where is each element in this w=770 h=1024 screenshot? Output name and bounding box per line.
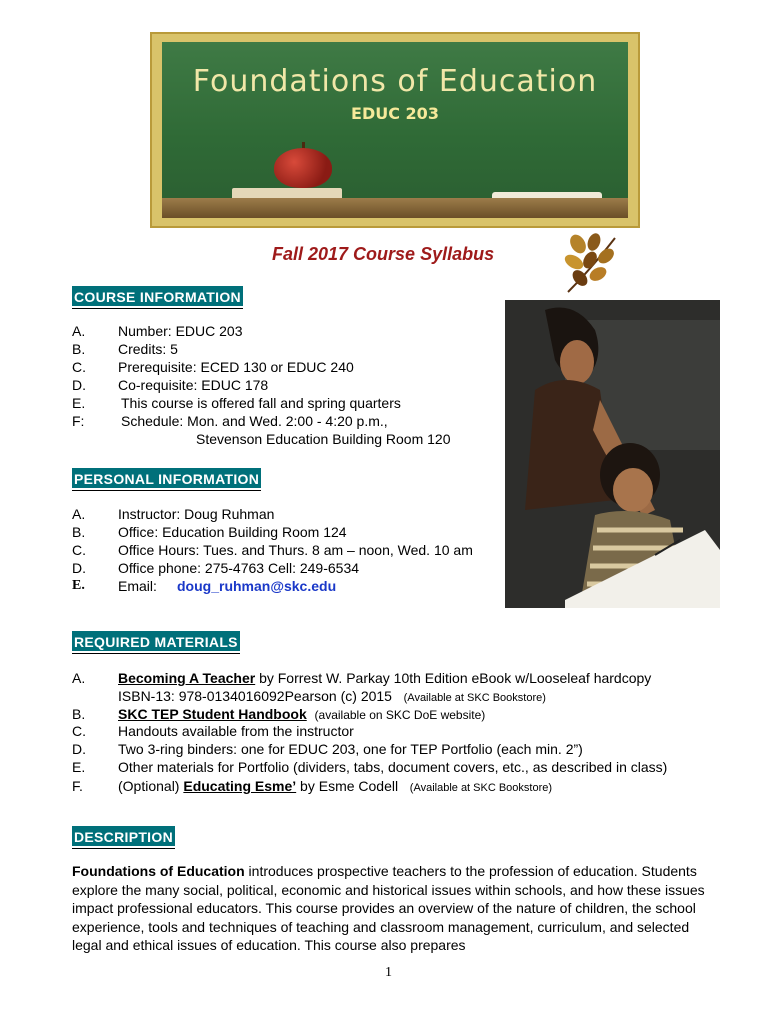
list-letter: A. (72, 670, 86, 686)
list-letter: E. (72, 395, 86, 411)
course-corequisite: Co-requisite: EDUC 178 (118, 377, 269, 393)
course-number: Number: EDUC 203 (118, 323, 243, 339)
list-letter: A. (72, 506, 86, 522)
list-letter: D. (72, 560, 86, 576)
chalkboard-banner (150, 32, 640, 228)
course-offering: This course is offered fall and spring quarters (121, 395, 401, 411)
list-letter: E. (72, 759, 86, 775)
list-letter: C. (72, 359, 86, 375)
textbook-title: Becoming A Teacher (118, 670, 256, 686)
instructor-name: Instructor: Doug Ruhman (118, 506, 275, 522)
banner-subtitle: EDUC 203 (351, 104, 439, 123)
list-letter: A. (72, 323, 86, 339)
description-lead: Foundations of Education (72, 863, 245, 879)
material-textbook (118, 669, 651, 687)
list-letter: D. (72, 741, 86, 757)
description-heading: DESCRIPTION (72, 826, 175, 846)
autumn-leaves-icon (560, 230, 620, 296)
chalkboard (162, 42, 628, 218)
course-schedule: Schedule: Mon. and Wed. 2:00 - 4:20 p.m., (121, 413, 388, 429)
course-prerequisite: Prerequisite: ECED 130 or EDUC 240 (118, 359, 354, 375)
course-room: Stevenson Education Building Room 120 (196, 431, 451, 447)
handbook-title: SKC TEP Student Handbook (118, 706, 307, 722)
list-letter: B. (72, 341, 86, 357)
email-link[interactable]: doug_ruhman@skc.edu (177, 578, 337, 594)
material-handouts: Handouts available from the instructor (118, 723, 354, 739)
description-paragraph (72, 862, 722, 955)
list-letter: F: (72, 413, 85, 429)
bookstore-note: (Available at SKC Bookstore) (403, 692, 546, 704)
course-credits: Credits: 5 (118, 341, 178, 357)
list-letter: C. (72, 542, 86, 558)
teacher-student-image (505, 300, 720, 608)
page-number: 1 (385, 965, 392, 980)
syllabus-title: Fall 2017 Course Syllabus (272, 244, 495, 264)
apple-icon (274, 148, 332, 188)
material-isbn (118, 687, 546, 707)
material-optional-book (118, 777, 552, 797)
chalk-ledge (162, 198, 628, 218)
classroom-photo (505, 300, 720, 608)
optional-book-author: by Esme Codell (296, 778, 399, 794)
isbn-text: ISBN-13: 978-0134016092Pearson (c) 2015 (118, 688, 392, 704)
list-letter: C. (72, 723, 86, 739)
list-letter: D. (72, 377, 86, 393)
list-letter: E. (72, 578, 85, 593)
list-letter: B. (72, 524, 86, 540)
course-information-heading: COURSE INFORMATION (72, 286, 243, 306)
personal-information-heading: PERSONAL INFORMATION (72, 468, 261, 488)
handbook-note: (available on SKC DoE website) (314, 708, 486, 722)
optional-prefix: (Optional) (118, 778, 184, 794)
email-label: Email: (118, 578, 157, 594)
required-materials-heading: REQUIRED MATERIALS (72, 631, 240, 651)
material-portfolio: Other materials for Portfolio (dividers, tabs, document covers, etc., as described in class) (118, 759, 668, 775)
optional-book-title: Educating Esme’ (183, 778, 297, 794)
banner-title: Foundations of Education (192, 64, 598, 99)
textbook-details: by Forrest W. Parkay 10th Edition eBook w/Looseleaf hardcopy (255, 670, 652, 686)
office-phone: Office phone: 275-4763 Cell: 249-6534 (118, 560, 360, 576)
optional-bookstore-note: (Available at SKC Bookstore) (409, 782, 553, 794)
list-letter: F. (72, 778, 83, 794)
office-hours: Office Hours: Tues. and Thurs. 8 am – noon, Wed. 10 am (118, 542, 473, 558)
office-location: Office: Education Building Room 124 (118, 524, 347, 540)
material-binders: Two 3-ring binders: one for EDUC 203, one for TEP Portfolio (each min. 2”) (118, 741, 583, 757)
description-text: introduces prospective teachers to the profession of education. Students explore the many social, political, economic and historical issues within schools, and how these issues impact professional educators. This course provides an overview of the nature of children, the school experience, tools and techniques of teaching and classroom management, curriculum, and selected legal and ethical issues of education. This course also prepares (72, 863, 705, 953)
list-letter: B. (72, 706, 86, 722)
